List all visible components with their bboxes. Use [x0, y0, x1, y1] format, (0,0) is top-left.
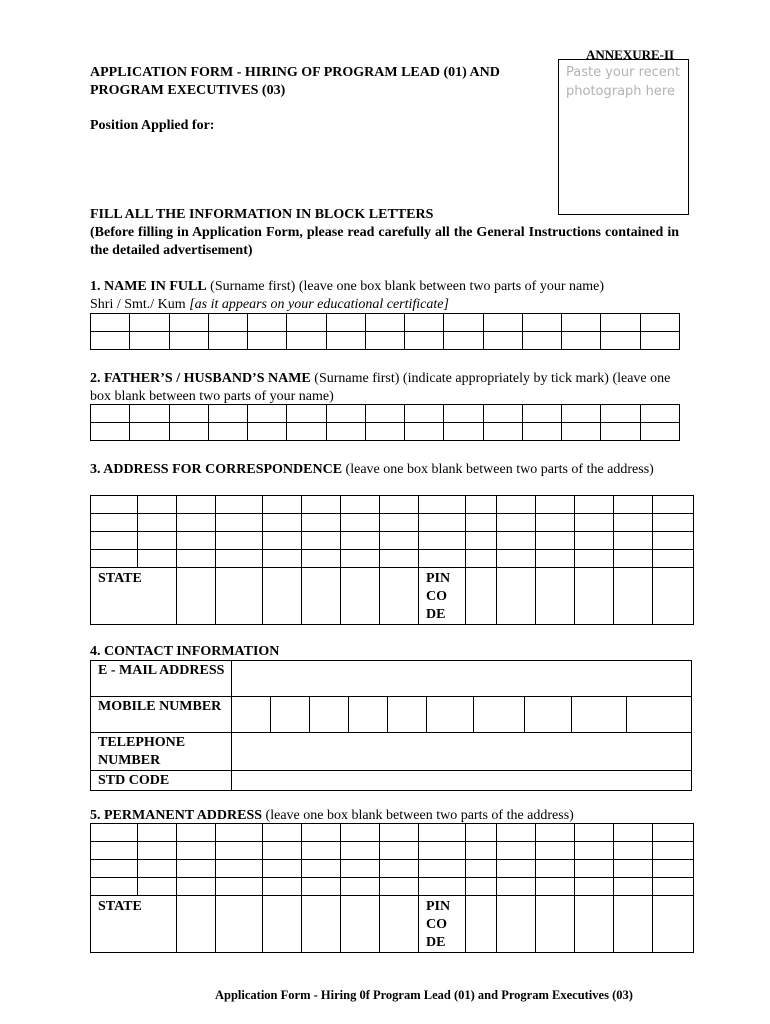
letter-box[interactable] [169, 423, 208, 441]
letter-box[interactable] [601, 314, 640, 332]
form-title [90, 64, 550, 100]
letter-box[interactable] [640, 423, 679, 441]
email-field[interactable] [232, 661, 692, 697]
letter-box[interactable] [640, 332, 679, 350]
father-name-grid[interactable] [90, 404, 680, 441]
contact-info-table [90, 660, 692, 791]
letter-box[interactable] [405, 332, 444, 350]
letter-box[interactable] [562, 332, 601, 350]
letter-box[interactable] [601, 332, 640, 350]
letter-box[interactable] [601, 405, 640, 423]
telephone-field[interactable] [232, 733, 692, 771]
letter-box[interactable] [91, 314, 130, 332]
position-applied-label: Position Applied for: [90, 118, 215, 133]
letter-box[interactable] [287, 405, 326, 423]
letter-box[interactable] [248, 423, 287, 441]
letter-box[interactable] [91, 405, 130, 423]
letter-box[interactable] [326, 405, 365, 423]
letter-box[interactable] [91, 332, 130, 350]
instructions-note: (Before filling in Application Form, please read carefully all the General Instructions contained in the detailed advertisement) [90, 225, 679, 258]
pin-code-label: PIN CO DE [419, 896, 466, 953]
email-label: E - MAIL ADDRESS [91, 661, 232, 697]
letter-box[interactable] [444, 332, 483, 350]
letter-box[interactable] [169, 405, 208, 423]
letter-box[interactable] [365, 314, 404, 332]
letter-box[interactable] [405, 423, 444, 441]
section-1-prefix: Shri / Smt./ Kum [90, 297, 186, 312]
mobile-label: MOBILE NUMBER [91, 697, 232, 733]
letter-box[interactable] [483, 423, 522, 441]
letter-box[interactable] [444, 405, 483, 423]
letter-box[interactable] [326, 314, 365, 332]
section-2-hint: (Surname first) (indicate appropriately by tick mark) (leave one box blank between two parts of your name) [90, 371, 671, 404]
section-3-title: 3. ADDRESS FOR CORRESPONDENCE [90, 462, 343, 477]
letter-box[interactable] [562, 405, 601, 423]
section-3-heading [90, 461, 680, 479]
section-1-note: [as it appears on your educational certificate] [189, 297, 449, 312]
section-2-number: 2 [90, 371, 97, 386]
title-line-2: PROGRAM EXECUTIVES (03) [90, 83, 286, 98]
letter-box[interactable] [640, 314, 679, 332]
letter-box[interactable] [562, 423, 601, 441]
letter-box[interactable] [130, 332, 169, 350]
section-5-title: 5. PERMANENT ADDRESS [90, 808, 263, 823]
letter-box[interactable] [326, 332, 365, 350]
letter-box[interactable] [248, 332, 287, 350]
letter-box[interactable] [169, 332, 208, 350]
mobile-row[interactable] [91, 697, 692, 733]
pin-code-label: PIN CO DE [419, 568, 466, 625]
letter-box[interactable] [208, 405, 247, 423]
letter-box[interactable] [287, 314, 326, 332]
letter-box[interactable] [405, 405, 444, 423]
section-3-hint: (leave one box blank between two parts of the address) [345, 462, 654, 477]
letter-box[interactable] [130, 314, 169, 332]
letter-box[interactable] [640, 405, 679, 423]
annexure-label: ANNEXURE-II [586, 47, 675, 59]
letter-box[interactable] [365, 423, 404, 441]
photo-box[interactable]: Paste your recent photograph here [558, 59, 689, 215]
instructions-heading: FILL ALL THE INFORMATION IN BLOCK LETTERS [90, 207, 434, 222]
letter-box[interactable] [169, 314, 208, 332]
name-grid[interactable] [90, 313, 680, 350]
state-label: STATE [91, 568, 177, 625]
letter-box[interactable] [444, 314, 483, 332]
letter-box[interactable] [208, 332, 247, 350]
letter-box[interactable] [248, 405, 287, 423]
letter-box[interactable] [287, 332, 326, 350]
letter-box[interactable] [130, 423, 169, 441]
letter-box[interactable] [208, 314, 247, 332]
instructions [90, 206, 679, 260]
letter-box[interactable] [483, 314, 522, 332]
section-1-title: NAME IN FULL [104, 279, 207, 294]
letter-box[interactable] [287, 423, 326, 441]
letter-box[interactable] [562, 314, 601, 332]
letter-box[interactable] [91, 423, 130, 441]
letter-box[interactable] [522, 405, 561, 423]
section-4-heading: 4. CONTACT INFORMATION [90, 644, 280, 659]
title-line-1: APPLICATION FORM - HIRING OF PROGRAM LEAD (01) AND [90, 65, 500, 80]
letter-box[interactable] [130, 405, 169, 423]
letter-box[interactable] [522, 332, 561, 350]
permanent-address-grid[interactable] [90, 823, 694, 953]
section-1-number: 1 [90, 279, 97, 294]
letter-box[interactable] [483, 332, 522, 350]
section-1-hint: (Surname first) (leave one box blank between two parts of your name) [210, 279, 604, 294]
telephone-label: TELEPHONE NUMBER [91, 733, 232, 771]
page-footer: Application Form - Hiring 0f Program Lead (01) and Program Executives (03) [215, 988, 633, 1002]
letter-box[interactable] [208, 423, 247, 441]
section-2-heading: 2. FATHER’S / HUSBAND’S NAME (Surname first) (indicate appropriately by tick mark) (leave one box blank between two parts of your name) [90, 371, 671, 404]
letter-box[interactable] [483, 405, 522, 423]
letter-box[interactable] [522, 423, 561, 441]
letter-box[interactable] [248, 314, 287, 332]
letter-box[interactable] [365, 405, 404, 423]
letter-box[interactable] [522, 314, 561, 332]
correspondence-address-grid[interactable] [90, 495, 694, 625]
section-5-hint: (leave one box blank between two parts of the address) [265, 808, 574, 823]
letter-box[interactable] [601, 423, 640, 441]
state-label: STATE [91, 896, 177, 953]
std-code-label: STD CODE [91, 771, 232, 791]
section-1-heading: 1. NAME IN FULL (Surname first) (leave one box blank between two parts of your name) Shri / Smt./ Kum [as it appears on your educational certificate] [90, 279, 604, 312]
letter-box[interactable] [405, 314, 444, 332]
section-2-title: FATHER’S / HUSBAND’S NAME [104, 371, 311, 386]
letter-box[interactable] [365, 332, 404, 350]
letter-box[interactable] [326, 423, 365, 441]
letter-box[interactable] [444, 423, 483, 441]
std-code-field[interactable] [232, 771, 692, 791]
